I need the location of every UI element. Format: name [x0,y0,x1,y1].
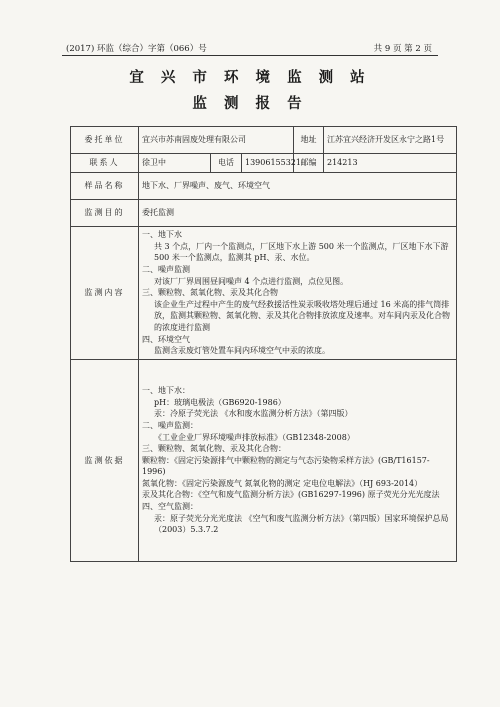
basis-line: 二、噪声监测： [142,420,198,430]
content-line: 该企业生产过程中产生的废气经救援活性炭汞吸收塔处理后通过 16 米高的排气筒排放，监测其颗粒物、氮氧化物、汞及其化合物排放浓度及速率。对车间内汞及化合物的浓度进行监测 [154,299,450,332]
content-line: 共 3 个点，厂内一个监测点，厂区地下水上游 500 米一个监测点，厂区地下水下游 500 米一个监测点，监测其 pH、汞、水位。 [154,241,449,263]
basis-line: 汞及其化合物：《空气和废气监测分析方法》(GB16297-1996) 原子荧光分光光度法 [142,490,440,500]
basis-line: 颗粒物：《固定污染源排气中颗粒物的测定与气态污染物采样方法》(GB/T16157-1996) [142,455,430,477]
report-title: 宜 兴 市 环 境 监 测 站 [129,69,371,86]
purpose-row [71,200,457,227]
content-line: 对该厂厂界周围昼间噪声 4 个点进行监测，点位见图。 [154,276,349,286]
client-value: 宜兴市苏南固废处理有限公司 [139,127,294,154]
report-number: (2017) 环监（综合）字第（066）号 [66,44,207,54]
basis-line: 四、空气监测： [142,502,198,512]
basis-line: 氮氧化物：《固定污染源废气 氮氧化物的测定 定电位电解法》（HJ 693-2014） [142,478,423,488]
sample-value: 地下水、厂界噪声、废气、环境空气 [139,173,457,200]
sample-row [71,173,457,200]
page-indicator: 共 9 页 第 2 页 [373,44,432,54]
phone-label: 电话 [211,154,242,173]
content-line: 二、噪声监测 [142,265,190,275]
purpose-label: 监测目的 [71,200,139,227]
basis-line: 汞：冷原子荧光法 《水和废水监测分析方法》（第四版） [154,409,353,419]
basis-line: pH：玻璃电极法（GB6920-1986） [154,397,286,407]
postcode-value: 214213 [324,154,457,173]
contact-row [71,154,457,173]
header-rule [62,55,438,56]
basis-line: 汞：原子荧光分光光度法 《空气和废气监测分析方法》（第四版）国家环境保护总局（2003）5.3.7.2 [154,513,449,535]
content-text [139,227,457,360]
content-line: 一、地下水 [142,230,182,240]
basis-line: 一、地下水： [142,386,190,396]
basis-line: 《工业企业厂界环境噪声排放标准》（GB12348-2008） [154,432,355,442]
phone-value: 13906155321 [242,154,294,173]
content-row [71,227,457,360]
basis-row [71,360,457,562]
address-label: 地址 [294,127,324,154]
client-row [71,127,457,154]
postcode-label: 邮编 [294,154,324,173]
contact-name: 徐卫中 [139,154,211,173]
sample-label: 样品名称 [71,173,139,200]
client-label: 委托单位 [71,127,139,154]
content-line: 监测含汞废灯管处置车间内环境空气中汞的浓度。 [154,346,330,356]
content-line: 四、环境空气 [142,334,190,344]
content-line: 三、颗粒物、氮氧化物、汞及其化合物 [142,288,278,298]
basis-label: 监测依据 [71,360,139,562]
report-table [70,126,457,562]
purpose-value: 委托监测 [139,200,457,227]
content-label: 监测内容 [71,227,139,360]
basis-line: 三、颗粒物、氮氧化物、汞及其化合物： [142,444,286,454]
report-subtitle: 监 测 报 告 [192,95,308,112]
address-value: 江苏宜兴经济开发区永宁之路1号 [324,127,457,154]
contact-label: 联系人 [71,154,139,173]
basis-text [139,360,457,562]
